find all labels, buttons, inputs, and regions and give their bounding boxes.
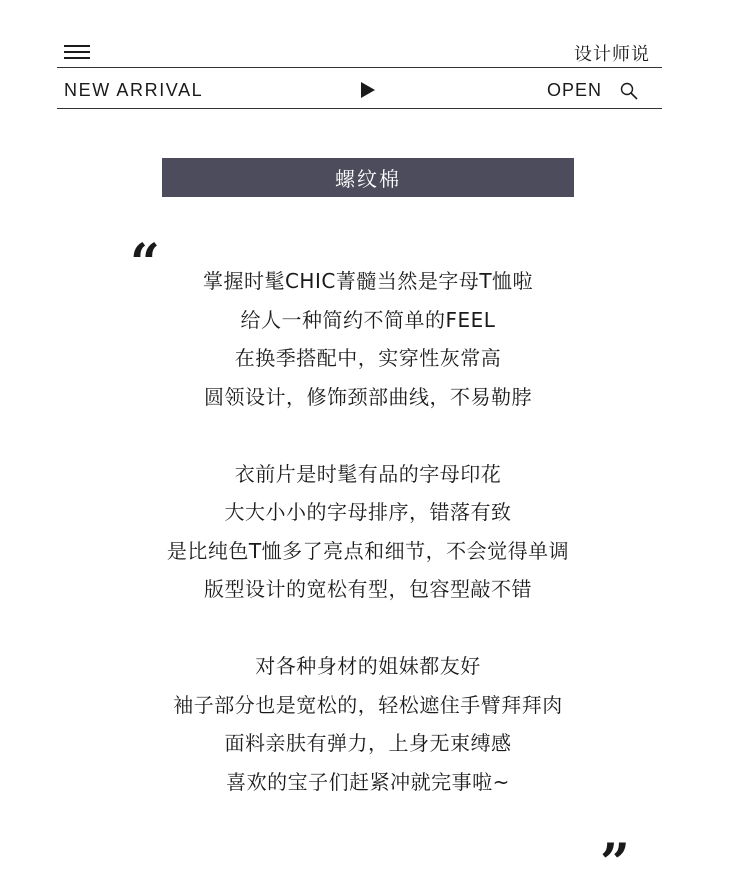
open-button[interactable]: OPEN bbox=[547, 80, 603, 100]
paragraph bbox=[0, 455, 736, 609]
text-line: 袖子部分也是宽松的，轻松遮住手臂拜拜肉 bbox=[173, 692, 563, 717]
paragraph bbox=[0, 262, 736, 416]
text-line: 掌握时髦CHIC菁髓当然是字母T恤啦 bbox=[202, 269, 534, 293]
text-line: 衣前片是时髦有品的字母印花 bbox=[234, 461, 502, 486]
text-line: 在换季搭配中，实穿性灰常高 bbox=[234, 346, 502, 370]
hamburger-menu-icon[interactable] bbox=[64, 43, 90, 61]
open-quote-mark: “ bbox=[130, 233, 160, 294]
text-line: 版型设计的宽松有型，包容型敲不错 bbox=[204, 577, 532, 601]
header-top-divider bbox=[57, 67, 662, 68]
text-line: 是比纯色T恤多了亮点和细节，不会觉得单调 bbox=[166, 538, 570, 563]
description-body bbox=[0, 262, 736, 801]
new-arrival-label: NEW ARRIVAL bbox=[64, 80, 204, 100]
paragraph bbox=[0, 647, 736, 801]
designer-says-label: 设计师说 bbox=[574, 44, 650, 65]
text-line: 大大小小的字母排序，错落有致 bbox=[224, 500, 512, 524]
close-quote-mark: ” bbox=[600, 833, 630, 894]
header-bottom-divider bbox=[57, 108, 662, 109]
section-title-banner bbox=[162, 158, 574, 197]
text-line: 面料亲肤有弹力，上身无束缚感 bbox=[224, 731, 512, 755]
section-title: 螺纹棉 bbox=[335, 167, 401, 191]
text-line: 喜欢的宝子们赶紧冲就完事啦~ bbox=[226, 769, 510, 794]
text-line: 圆领设计，修饰颈部曲线，不易勒脖 bbox=[204, 384, 532, 409]
play-icon[interactable] bbox=[361, 82, 375, 98]
text-line: 对各种身材的姐妹都友好 bbox=[255, 654, 481, 678]
search-icon[interactable] bbox=[620, 82, 638, 100]
text-line: 给人一种简约不简单的FEEL bbox=[240, 307, 496, 332]
